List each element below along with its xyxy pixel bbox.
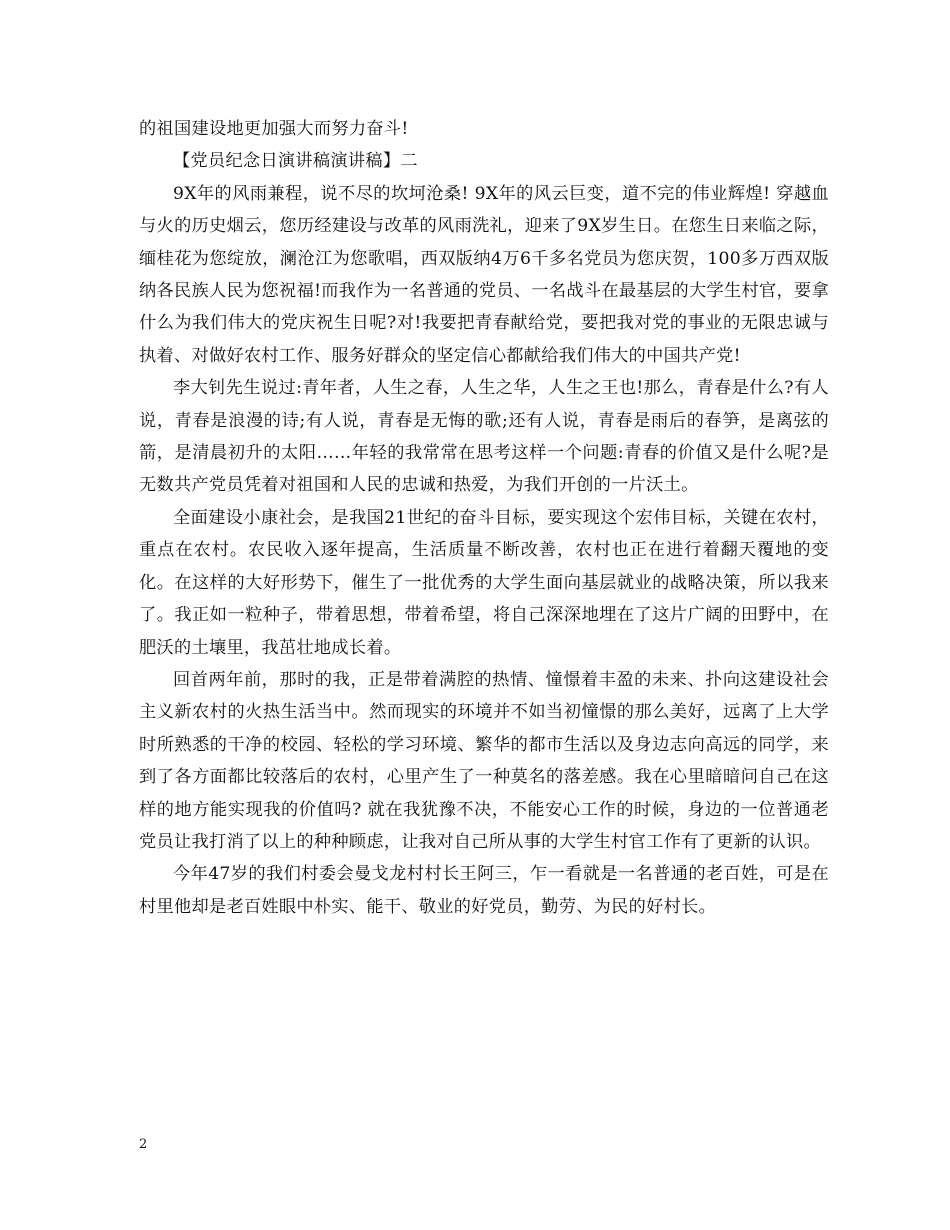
paragraph-continuation: 的祖国建设地更加强大而努力奋斗! [139,119,409,139]
paragraph: 今年47岁的我们村委会曼戈龙村村长王阿三，乍一看就是一名普通的老百姓，可是在村里他却是老百姓眼中朴实、能干、敬业的好党员，勤劳、为民的好村长。 [139,864,829,917]
document-body [139,113,829,923]
paragraph: 9X年的风雨兼程，说不尽的坎坷沧桑! 9X年的风云巨变，道不完的伟业辉煌! 穿越血与火的历史烟云，您历经建设与改革的风雨洗礼，迎来了9X岁生日。在您生日来临之际，缅桂花为您绽放，澜沧江为您歌唱，西双版纳4万6千多名党员为您庆贺，100多万西双版纳各民族人民为您祝福!而我作为一名普通的党员、一名战斗在最基层的大学生村官，要拿什么为我们伟大的党庆祝生日呢?对!我要把青春献给党，要把我对党的事业的无限忠诚与执着、对做好农村工作、服务好群众的坚定信心都献给我们伟大的中国共产党! [139,183,829,366]
paragraph: 回首两年前，那时的我，正是带着满腔的热情、憧憬着丰盈的未来、扑向这建设社会主义新农村的火热生活当中。然而现实的环境并不如当初憧憬的那么美好，远离了上大学时所熟悉的干净的校园、轻松的学习环境、繁华的都市生活以及身边志向高远的同学，来到了各方面都比较落后的农村，心里产生了一种莫名的落差感。我在心里暗暗问自己在这样的地方能实现我的价值吗? 就在我犹豫不决，不能安心工作的时候，身边的一位普通老党员让我打消了以上的种种顾虑，让我对自己所从事的大学生村官工作有了更新的认识。 [139,669,829,852]
paragraph: 全面建设小康社会，是我国21世纪的奋斗目标，要实现这个宏伟目标，关键在农村，重点在农村。农民收入逐年提高，生活质量不断改善，农村也正在进行着翻天覆地的变化。在这样的大好形势下，催生了一批优秀的大学生面向基层就业的战略决策，所以我来了。我正如一粒种子，带着思想，带着希望，将自己深深地埋在了这片广阔的田野中，在肥沃的土壤里，我茁壮地成长着。 [139,507,829,658]
section-heading: 【党员纪念日演讲稿演讲稿】二 [173,151,418,172]
page-number: 2 [139,1137,148,1152]
paragraph: 李大钊先生说过:青年者，人生之春，人生之华，人生之王也!那么，青春是什么?有人说，青春是浪漫的诗;有人说，青春是无悔的歌;还有人说，青春是雨后的春笋，是离弦的箭，是清晨初升的太阳……年轻的我常常在思考这样一个问题:青春的价值又是什么呢?是无数共产党员凭着对祖国和人民的忠诚和热爱，为我们开创的一片沃土。 [139,378,829,496]
